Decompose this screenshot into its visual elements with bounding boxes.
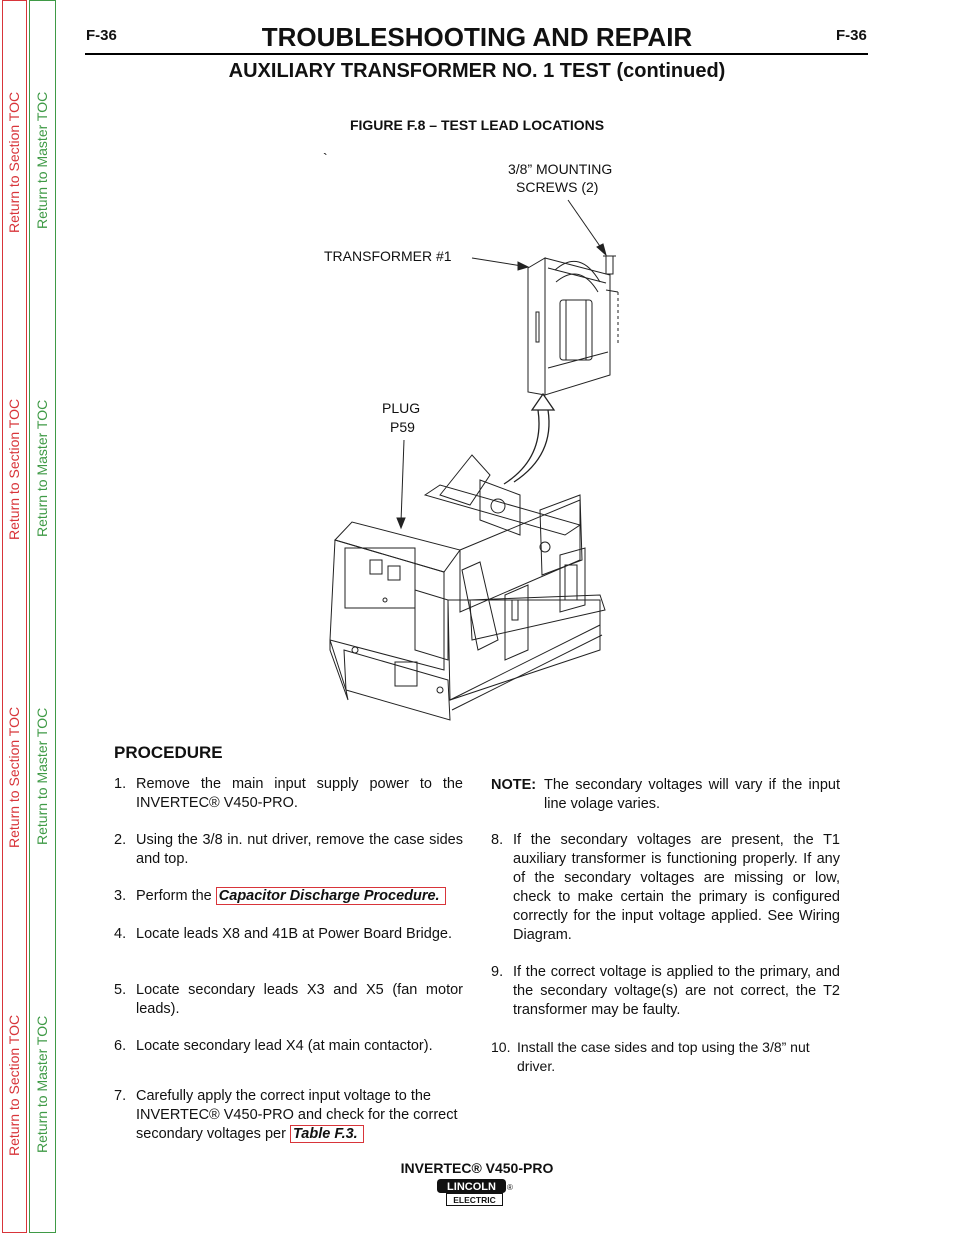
step-1 [114,775,463,815]
step-9-text: If the correct voltage is applied to the primary, and the secondary voltage(s) are not correct, the T2 transformer may be faulty. [513,964,840,1018]
figure-tick-mark: ` [323,150,328,166]
step-9-number: 9. [491,964,504,980]
return-to-section-toc-link-2[interactable]: Return to Section TOC [6,398,22,540]
logo-top-text: LINCOLN [447,1181,496,1193]
machine-assembly-drawing [330,455,605,720]
step-1-text: Remove the main input supply power to the INVERTEC® V450-PRO. [136,776,463,811]
procedure-heading: PROCEDURE [114,743,223,762]
step-6-text: Locate secondary lead X4 (at main contactor). [136,1038,433,1054]
step-4-text: Locate leads X8 and 41B at Power Board Bridge. [136,926,452,942]
lincoln-electric-logo [437,1179,515,1207]
step-6-number: 6. [114,1038,127,1054]
step-2-text: Using the 3/8 in. nut driver, remove the case sides and top. [136,832,463,867]
transformer-1-drawing [528,256,618,395]
step-1-number: 1. [114,776,127,792]
return-to-master-toc-link-3[interactable]: Return to Master TOC [34,707,50,845]
return-to-master-toc-link-2[interactable]: Return to Master TOC [34,399,50,537]
step-8-number: 8. [491,832,504,848]
capacitor-discharge-procedure-link[interactable]: Capacitor Discharge Procedure. [216,887,446,905]
step-9 [491,963,840,1023]
plug-leader-arrow [397,440,405,528]
page-number-right: F-36 [836,27,867,44]
step-7-number: 7. [114,1088,127,1104]
step-5-text: Locate secondary leads X3 and X5 (fan motor leads). [136,982,463,1017]
page-subtitle: AUXILIARY TRANSFORMER NO. 1 TEST (continued) [228,60,726,82]
step-6 [114,1037,463,1077]
step-10-text: Install the case sides and top using the 3/8” nut driver. [517,1039,810,1074]
note-text: The secondary voltages will vary if the input line volage varies. [544,777,840,812]
figure-caption: FIGURE F.8 – TEST LEAD LOCATIONS [349,117,605,133]
label-transformer: TRANSFORMER #1 [324,248,452,264]
note [491,776,840,816]
transformer-leader-arrow [472,258,528,270]
step-7-text: Carefully apply the correct input voltage to the INVERTEC® V450-PRO and check for the correct secondary voltages per [136,1088,458,1142]
return-to-master-toc-link-4[interactable]: Return to Master TOC [34,1015,50,1153]
step-2 [114,831,463,871]
label-mounting-screws-line1: 3/8” MOUNTING [508,161,613,177]
step-10 [491,1038,843,1078]
return-to-section-toc-link-4[interactable]: Return to Section TOC [6,1014,22,1156]
step-4-number: 4. [114,926,127,942]
page-number-left: F-36 [86,27,117,44]
step-5-number: 5. [114,982,127,998]
table-f3-link[interactable]: Table F.3. [290,1125,364,1143]
step-8 [491,831,840,949]
label-plug-line1: PLUG [382,400,421,416]
footer-product-name: INVERTEC® V450-PRO [400,1160,554,1176]
step-3 [114,887,474,909]
logo-registered-mark: ® [507,1183,513,1192]
step-10-number: 10. [491,1039,511,1055]
return-to-master-toc-link-1[interactable]: Return to Master TOC [34,91,50,229]
return-to-section-toc-link-1[interactable]: Return to Section TOC [6,91,22,233]
logo-bottom-text: ELECTRIC [453,1195,496,1205]
step-3-number: 3. [114,888,127,904]
label-plug-line2: P59 [390,419,415,435]
screws-leader-arrow [568,200,606,255]
label-mounting-screws-line2: SCREWS (2) [516,179,599,195]
return-to-section-toc-link-3[interactable]: Return to Section TOC [6,706,22,848]
step-2-number: 2. [114,832,127,848]
step-4 [114,925,463,965]
step-7 [114,1087,463,1147]
step-3-text: Perform the [136,888,212,904]
step-8-text: If the secondary voltages are present, the T1 auxiliary transformer is functioning properly. If any of the secondary voltages are missing or low, check to make certain the primary is configured correctly for the input voltage applied. See Wiring Diagram. [513,832,840,943]
note-label: NOTE: [491,777,537,793]
assembly-curved-arrow [504,394,554,484]
step-5 [114,981,463,1021]
page-title: TROUBLESHOOTING AND REPAIR [261,22,693,52]
